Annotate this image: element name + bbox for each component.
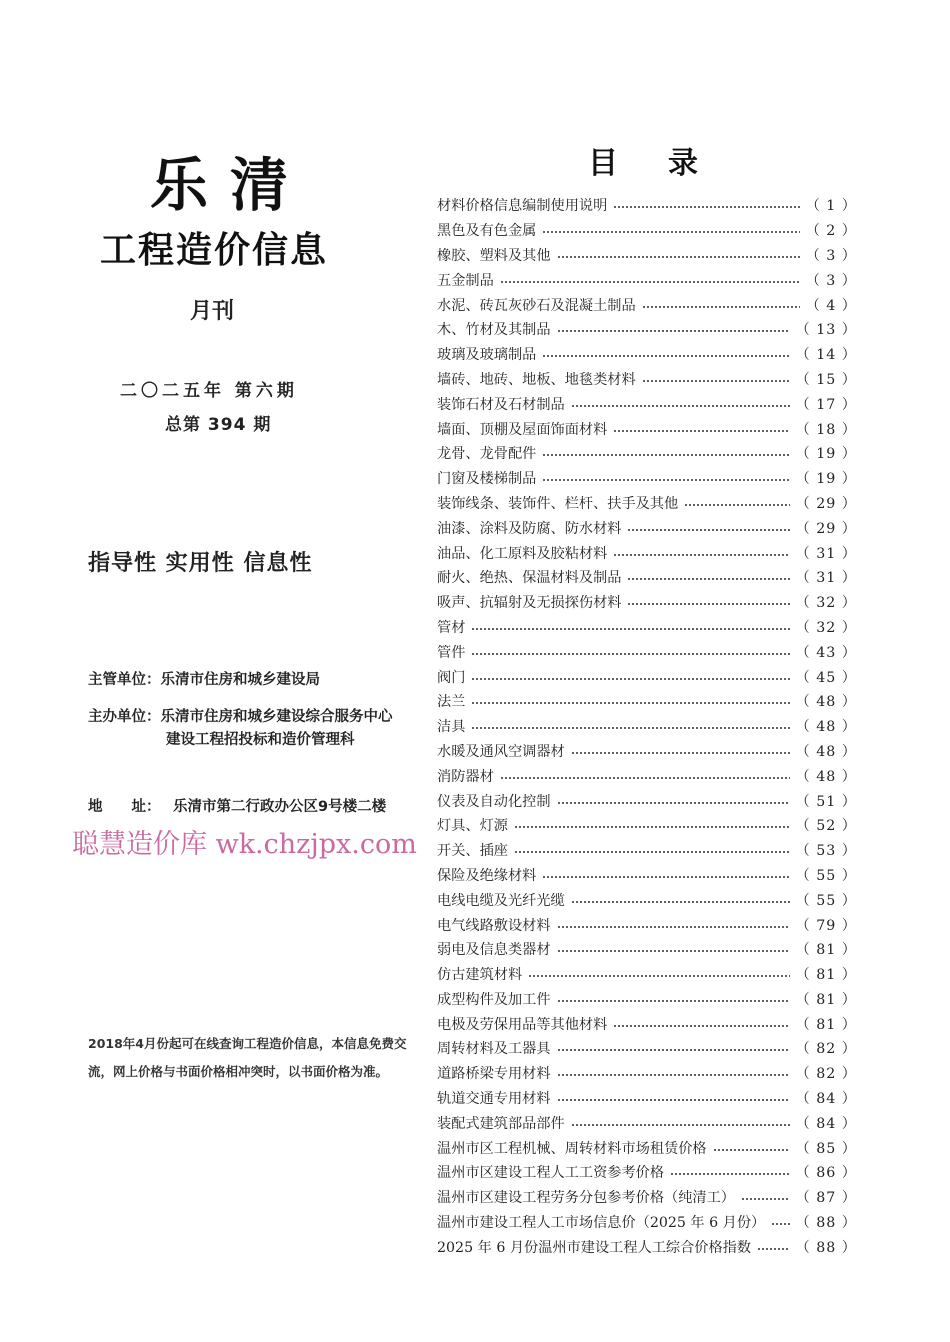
toc-item-page: （ 53 ）	[795, 843, 857, 860]
toc-item[interactable]	[437, 887, 857, 912]
toc-item-title: 仪表及自动化控制	[437, 793, 551, 810]
toc-leader-dots	[557, 256, 800, 258]
toc-item-title: 五金制品	[437, 272, 494, 289]
toc-item-title: 装饰线条、装饰件、栏杆、扶手及其他	[437, 495, 679, 512]
toc-item-title: 管材	[437, 619, 466, 636]
toc-leader-dots	[557, 1074, 790, 1076]
toc-item[interactable]	[437, 937, 857, 962]
toc-leader-dots	[542, 231, 799, 233]
toc-item-title: 木、竹材及其制品	[437, 322, 551, 339]
toc-item[interactable]	[437, 987, 857, 1012]
toc-item-title: 2025 年 6 月份温州市建设工程人工综合价格指数	[437, 1239, 752, 1256]
toc-item[interactable]	[437, 491, 857, 516]
toc-leader-dots	[514, 826, 790, 828]
toc-item-page: （ 3 ）	[805, 247, 857, 264]
toc-item-title: 黑色及有色金属	[437, 223, 537, 240]
toc-item[interactable]	[437, 714, 857, 739]
toc-item-page: （ 87 ）	[795, 1190, 857, 1207]
toc-item-title: 材料价格信息编制使用说明	[437, 198, 608, 215]
toc-item-title: 橡胶、塑料及其他	[437, 247, 551, 264]
toc-item-title: 龙骨、龙骨配件	[437, 446, 537, 463]
toc-item-page: （ 48 ）	[795, 694, 857, 711]
toc-item[interactable]	[437, 1036, 857, 1061]
toc-item-title: 周转材料及工器具	[437, 1041, 551, 1058]
toc-leader-dots	[557, 802, 790, 804]
toc-item[interactable]	[437, 962, 857, 987]
toc-leader-dots	[471, 678, 789, 680]
toc-leader-dots	[613, 1025, 789, 1027]
toc-item-page: （ 84 ）	[795, 1091, 857, 1108]
toc-item[interactable]	[437, 540, 857, 565]
toc-leader-dots	[471, 653, 789, 655]
address-value: 乐清市第二行政办公区9号楼二楼	[173, 799, 387, 815]
toc-item-title: 仿古建筑材料	[437, 967, 523, 984]
toc-item[interactable]	[437, 639, 857, 664]
toc-item-title: 耐火、绝热、保温材料及制品	[437, 570, 622, 587]
watermark: 聪慧造价库 wk.chzjpx.com	[72, 829, 417, 860]
toc-item-page: （ 13 ）	[795, 322, 857, 339]
toc-item-title: 门窗及楼梯制品	[437, 471, 537, 488]
toc-leader-dots	[571, 752, 790, 754]
toc-item-title: 墙面、顶棚及屋面饰面材料	[437, 421, 608, 438]
toc-leader-dots	[642, 380, 790, 382]
toc-item-page: （ 48 ）	[795, 768, 857, 785]
toc-leader-dots	[557, 950, 790, 952]
toc-item[interactable]	[437, 1061, 857, 1086]
toc-item[interactable]	[437, 912, 857, 937]
toc-item-title: 温州市建设工程人工市场信息价（2025 年 6 月份）	[437, 1215, 766, 1232]
online-notice: 2018年4月份起可在线查询工程造价信息，本信息免费交流，网上价格与书面价格相冲突时，以书面价格为准。	[88, 1036, 407, 1079]
toc-item[interactable]	[437, 590, 857, 615]
toc-leader-dots	[571, 1124, 790, 1126]
toc-leader-dots	[542, 454, 789, 456]
toc-leader-dots	[557, 1099, 790, 1101]
toc-item-title: 消防器材	[437, 768, 494, 785]
toc-item-title: 电线电缆及光纤光缆	[437, 892, 565, 909]
toc-item-page: （ 1 ）	[805, 198, 857, 215]
toc-item-page: （ 85 ）	[795, 1140, 857, 1157]
toc-item-page: （ 14 ）	[795, 347, 857, 364]
toc-item-title: 电极及劳保用品等其他材料	[437, 1016, 608, 1033]
toc-item-page: （ 32 ）	[795, 619, 857, 636]
toc-leader-dots	[471, 702, 789, 704]
toc-item[interactable]	[437, 1185, 857, 1210]
toc-item[interactable]	[437, 193, 857, 218]
toc-item-title: 成型构件及加工件	[437, 991, 551, 1008]
toc-item[interactable]	[437, 863, 857, 888]
toc-item-page: （ 81 ）	[795, 1016, 857, 1033]
toc-leader-dots	[500, 777, 790, 779]
toc-leader-dots	[471, 628, 789, 630]
toc-item[interactable]	[437, 1135, 857, 1160]
toc-item[interactable]	[437, 1160, 857, 1185]
cover-panel	[0, 0, 430, 1342]
toc-item[interactable]	[437, 565, 857, 590]
supervisor-value: 乐清市住房和城乡建设局	[160, 672, 320, 688]
toc-item-title: 温州市区建设工程人工工资参考价格	[437, 1165, 665, 1182]
toc-item-title: 油品、化工原料及胶粘材料	[437, 545, 608, 562]
toc-item[interactable]	[437, 615, 857, 640]
toc-item-page: （ 88 ）	[795, 1215, 857, 1232]
toc-leader-dots	[757, 1248, 790, 1250]
toc-leader-dots	[542, 479, 789, 481]
toc-leader-dots	[713, 1149, 790, 1151]
toc-item-page: （ 29 ）	[795, 495, 857, 512]
toc-leader-dots	[542, 355, 789, 357]
toc-item-page: （ 81 ）	[795, 967, 857, 984]
toc-item[interactable]	[437, 1234, 857, 1259]
toc-item-page: （ 82 ）	[795, 1041, 857, 1058]
supervisor-label: 主管单位：	[88, 672, 161, 688]
publication-title: 乐清	[150, 151, 311, 219]
supervisor-unit	[88, 669, 320, 692]
toc-item-page: （ 45 ）	[795, 669, 857, 686]
toc-item-title: 水泥、砖瓦灰砂石及混凝土制品	[437, 297, 636, 314]
toc-leader-dots	[571, 405, 790, 407]
toc-item[interactable]	[437, 342, 857, 367]
organizer-value-2: 建设工程招投标和造价管理科	[166, 732, 355, 748]
toc-item-page: （ 19 ）	[795, 446, 857, 463]
toc-leader-dots	[613, 430, 789, 432]
toc-item-title: 电气线路敷设材料	[437, 917, 551, 934]
toc-item[interactable]	[437, 689, 857, 714]
organizer-unit	[88, 706, 393, 752]
organizer-label: 主办单位：	[88, 709, 161, 725]
toc-leader-dots	[528, 975, 789, 977]
toc-item-page: （ 51 ）	[795, 793, 857, 810]
toc-item-title: 温州市区工程机械、周转材料市场租赁价格	[437, 1140, 707, 1157]
toc-item-title: 装饰石材及石材制品	[437, 396, 565, 413]
toc-leader-dots	[557, 926, 790, 928]
toc-item-title: 灯具、灯源	[437, 818, 508, 835]
toc-item[interactable]	[437, 267, 857, 292]
address-label: 地 址：	[88, 799, 161, 815]
toc-item-title: 道路桥梁专用材料	[437, 1066, 551, 1083]
toc-item-page: （ 43 ）	[795, 644, 857, 661]
toc-item-title: 洁具	[437, 719, 466, 736]
toc-leader-dots	[557, 330, 790, 332]
toc-item-title: 开关、插座	[437, 843, 508, 860]
toc-item-page: （ 84 ）	[795, 1115, 857, 1132]
toc-item[interactable]	[437, 416, 857, 441]
toc-leader-dots	[642, 306, 800, 308]
toc-item-title: 装配式建筑部品部件	[437, 1115, 565, 1132]
toc-leader-dots	[542, 876, 789, 878]
toc-item[interactable]	[437, 813, 857, 838]
toc-leader-dots	[571, 901, 790, 903]
toc-item-page: （ 88 ）	[795, 1239, 857, 1256]
toc-item-title: 弱电及信息类器材	[437, 942, 551, 959]
toc-item-page: （ 86 ）	[795, 1165, 857, 1182]
toc-item[interactable]	[437, 788, 857, 813]
toc-item-page: （ 79 ）	[795, 917, 857, 934]
toc-item-title: 法兰	[437, 694, 466, 711]
toc-item-page: （ 29 ）	[795, 520, 857, 537]
toc-item[interactable]	[437, 838, 857, 863]
toc-item[interactable]	[437, 1110, 857, 1135]
toc-leader-dots	[500, 281, 800, 283]
toc-leader-dots	[670, 1173, 790, 1175]
toc-item-page: （ 82 ）	[795, 1066, 857, 1083]
toc-item-title: 油漆、涂料及防腐、防水材料	[437, 520, 622, 537]
toc-leader-dots	[557, 1049, 790, 1051]
toc-item-page: （ 18 ）	[795, 421, 857, 438]
toc-item-page: （ 55 ）	[795, 892, 857, 909]
toc-item-page: （ 31 ）	[795, 545, 857, 562]
toc-item[interactable]	[437, 367, 857, 392]
toc-item-page: （ 48 ）	[795, 719, 857, 736]
toc-leader-dots	[514, 851, 790, 853]
toc-item-page: （ 4 ）	[805, 297, 857, 314]
publication-frequency: 月刊	[190, 299, 235, 324]
toc-item[interactable]	[437, 466, 857, 491]
toc-item[interactable]	[437, 739, 857, 764]
toc-item-title: 轨道交通专用材料	[437, 1091, 551, 1108]
toc-item[interactable]	[437, 391, 857, 416]
toc-item-title: 温州市区建设工程劳务分包参考价格（纯清工）	[437, 1190, 735, 1207]
toc-item-page: （ 32 ）	[795, 595, 857, 612]
toc-item-page: （ 55 ）	[795, 867, 857, 884]
toc-item[interactable]	[437, 1210, 857, 1235]
toc-leader-dots	[627, 578, 789, 580]
toc-list	[437, 193, 857, 1259]
toc-heading: 目录	[588, 146, 748, 181]
toc-item-page: （ 52 ）	[795, 818, 857, 835]
toc-leader-dots	[471, 727, 789, 729]
toc-item-page: （ 15 ）	[795, 371, 857, 388]
toc-item-page: （ 31 ）	[795, 570, 857, 587]
toc-leader-dots	[771, 1223, 789, 1225]
issue-total: 总第 394 期	[165, 415, 272, 435]
toc-item[interactable]	[437, 763, 857, 788]
toc-leader-dots	[741, 1198, 790, 1200]
toc-item-title: 阀门	[437, 669, 466, 686]
toc-item[interactable]	[437, 664, 857, 689]
toc-item[interactable]	[437, 515, 857, 540]
toc-item[interactable]	[437, 218, 857, 243]
toc-item[interactable]	[437, 1011, 857, 1036]
toc-item-title: 保险及绝缘材料	[437, 867, 537, 884]
toc-item-page: （ 3 ）	[805, 272, 857, 289]
toc-item-page: （ 2 ）	[805, 223, 857, 240]
toc-item[interactable]	[437, 317, 857, 342]
toc-leader-dots	[613, 554, 789, 556]
toc-item-page: （ 81 ）	[795, 991, 857, 1008]
toc-item-page: （ 17 ）	[795, 396, 857, 413]
issue-number: 二〇二五年 第六期	[120, 381, 298, 401]
toc-item-page: （ 81 ）	[795, 942, 857, 959]
slogan: 指导性 实用性 信息性	[88, 551, 313, 576]
toc-item[interactable]	[437, 243, 857, 268]
toc-item-title: 水暖及通风空调器材	[437, 743, 565, 760]
toc-leader-dots	[557, 1000, 790, 1002]
toc-item-page: （ 48 ）	[795, 743, 857, 760]
address	[88, 795, 386, 816]
toc-panel	[430, 0, 950, 1342]
toc-item[interactable]	[437, 441, 857, 466]
toc-item-title: 管件	[437, 644, 466, 661]
toc-leader-dots	[627, 603, 789, 605]
toc-leader-dots	[627, 529, 789, 531]
toc-item-title: 玻璃及玻璃制品	[437, 347, 537, 364]
toc-item-title: 吸声、抗辐射及无损探伤材料	[437, 595, 622, 612]
toc-item[interactable]	[437, 292, 857, 317]
toc-item-page: （ 19 ）	[795, 471, 857, 488]
publication-subtitle: 工程造价信息	[100, 230, 329, 271]
toc-leader-dots	[684, 504, 789, 506]
toc-item-title: 墙砖、地砖、地板、地毯类材料	[437, 371, 636, 388]
organizer-value-1: 乐清市住房和城乡建设综合服务中心	[160, 709, 393, 725]
toc-item[interactable]	[437, 1086, 857, 1111]
toc-leader-dots	[613, 206, 799, 208]
